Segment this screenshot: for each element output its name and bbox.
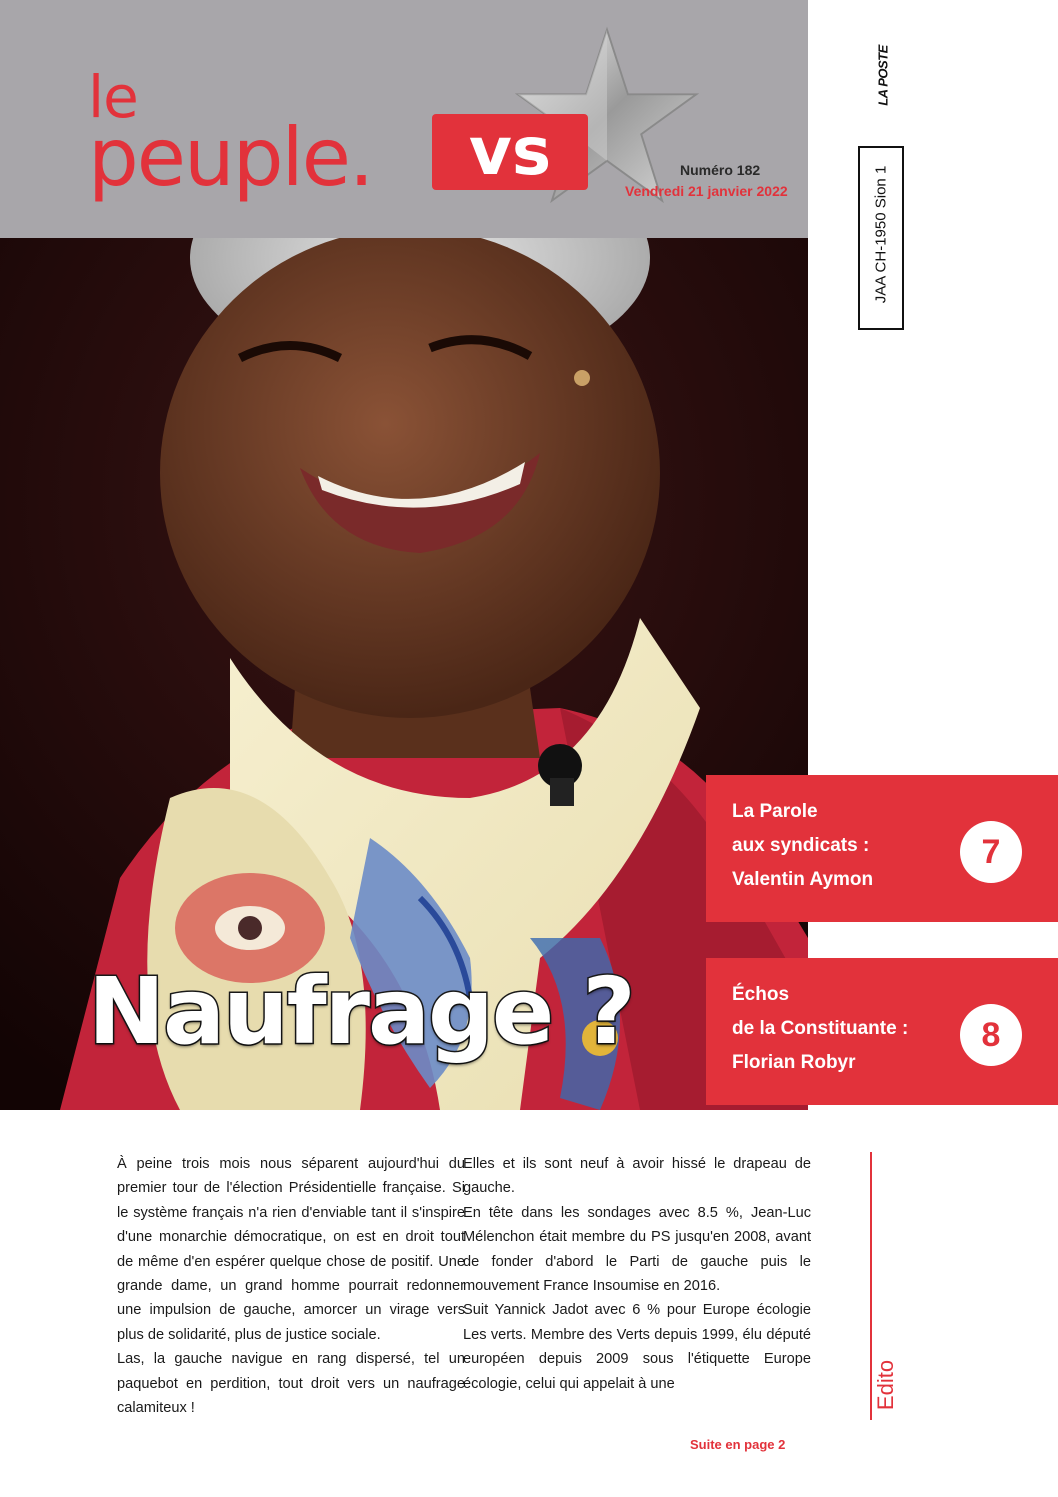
masthead [0,0,808,238]
logo-vs-badge: vs [432,114,588,190]
article-paragraph: Suit Yannick Jadot avec 6 % pour Europe écologie Les verts. Membre des Verts depuis 1999, élu député européen depuis 2009 sous l'étiquette Europe écologie, celui qui appelait à une [463,1302,811,1392]
teaser-page-number: 7 [960,821,1022,883]
teaser-box-syndicats[interactable] [706,775,1058,922]
teaser-line: Échos [732,984,790,1005]
issue-number: Numéro 182 [680,162,761,178]
postage-stamp-box [858,146,904,330]
article-paragraph: Elles et ils sont neuf à avoir hissé le drapeau de gauche. [463,1156,811,1197]
issue-date: Vendredi 21 janvier 2022 [625,183,788,199]
teaser-line: aux syndicats : [732,835,870,856]
article-paragraph: Las, la gauche navigue en rang dispersé, tel un paquebot en perdition, tout droit vers un naufrage calamiteux ! [117,1351,465,1417]
article-paragraph: À peine trois mois nous séparent aujourd'hui du premier tour de l'élection Présidentielle française. Si le système français n'a rien d'enviable tant il s'inspire d'une monarchie démocratique, on est en droit tout de même d'en espérer quelque chose de positif. Une grande dame, un grand homme pourrait redonner une impulsion de gauche, amorcer un virage vers plus de solidarité, plus de justice sociale. [117,1156,465,1343]
cover-photo [0,238,808,1110]
teaser-title [732,978,908,1080]
logo-peuple: peuple. [88,111,373,204]
teaser-line: de la Constituante : [732,1018,909,1039]
article-column-2 [463,1152,811,1396]
article-column-1 [117,1152,465,1420]
logo-le: le [88,63,138,131]
teaser-line: Valentin Aymon [732,869,874,890]
teaser-line: La Parole [732,801,818,822]
teaser-page-number: 8 [960,1004,1022,1066]
postage-stamp-text: JAA CH-1950 Sion 1 [872,165,890,304]
teaser-title [732,795,873,897]
cover-headline: Naufrage ? [88,958,634,1065]
postal-logo-text: LA POSTE [875,45,891,106]
continued-link[interactable]: Suite en page 2 [690,1437,786,1452]
edito-divider [870,1152,872,1420]
article-paragraph: En tête dans les sondages avec 8.5 %, Jean-Luc Mélenchon était membre du PS jusqu'en 2008, avant de fonder d'abord le Parti de gauche puis le mouvement France Insoumise en 2016. [463,1204,811,1295]
la-poste-logo [862,38,902,124]
teaser-box-constituante[interactable] [706,958,1058,1105]
teaser-line: Florian Robyr [732,1052,856,1073]
edito-label: Edito [873,1359,898,1411]
